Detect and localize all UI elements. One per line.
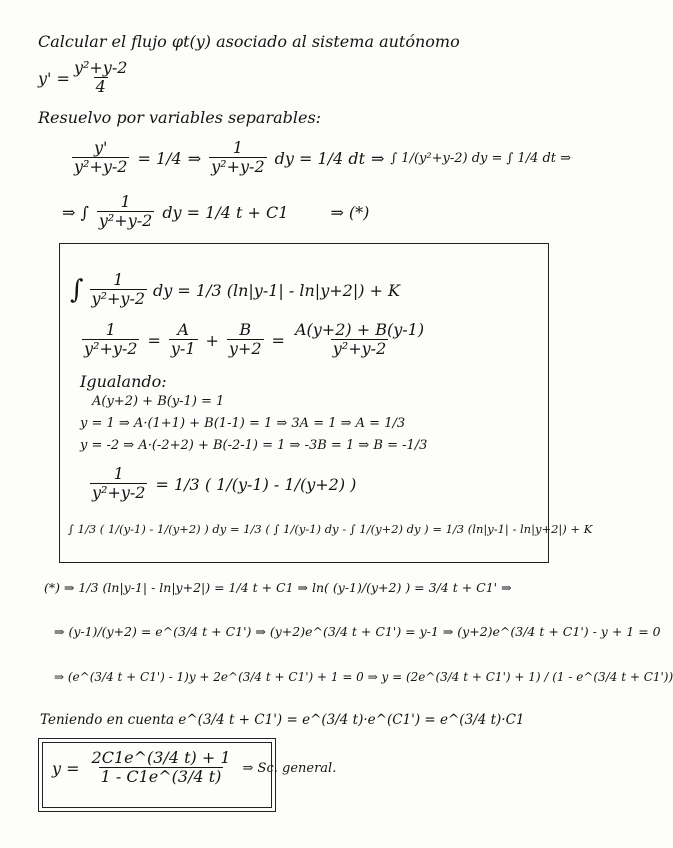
box-line1-num: 1 <box>113 270 124 289</box>
step2-line <box>62 194 369 230</box>
answer-den: 1 - C1e^(3/4 t) <box>100 766 222 786</box>
pf-a-num: A <box>177 320 189 339</box>
step2-left: ⇒ ∫ <box>62 202 89 222</box>
pf-rhs-den: y²+y-2 <box>332 338 387 358</box>
partial-fractions-line <box>80 322 428 358</box>
step1-c: ∫ 1/(y²+y-2) dy = ∫ 1/4 dt ⇒ <box>390 150 572 166</box>
dec-lhs-num: 1 <box>113 464 124 483</box>
step1-b-num: 1 <box>232 138 243 157</box>
result-line-1: (*) ⇒ 1/3 (ln|y-1| - ln|y+2|) = 1/4 t + C1 ⇒ ln( (y-1)/(y+2) ) = 3/4 t + C1' ⇒ <box>44 580 512 595</box>
implies-icon: ⇒ <box>371 148 385 168</box>
step1-b-rhs: dy = 1/4 dt <box>274 148 365 168</box>
ode-den: 4 <box>95 76 106 96</box>
step2-num: 1 <box>120 192 131 211</box>
step1-b-den: y²+y-2 <box>211 156 265 176</box>
step1-a-den: y²+y-2 <box>74 156 128 176</box>
step2-den: y²+y-2 <box>98 210 153 230</box>
answer-lhs: y = <box>52 758 80 778</box>
box-line1 <box>70 272 400 308</box>
problem-statement: Calcular el flujo φt(y) asociado al sistema autónomo <box>38 32 460 51</box>
pf-a-den: y-1 <box>170 338 196 358</box>
dec-lhs-den: y²+y-2 <box>92 482 146 502</box>
pf-rhs-num: A(y+2) + B(y-1) <box>294 320 425 339</box>
pf-b-den: y+2 <box>228 338 262 358</box>
step2-fraction <box>97 194 154 230</box>
igualando-label: Igualando: <box>80 372 167 391</box>
decomposition-line <box>88 466 356 502</box>
box-line1-fraction <box>90 272 147 308</box>
box-final-line: ∫ 1/3 ( 1/(y-1) - 1/(y+2) ) dy = 1/3 ( ∫ 1/(y-1) dy - ∫ 1/(y+2) dy ) = 1/3 (ln|y-1| - ln|y+2|) + K <box>68 522 593 536</box>
equals-sign: = <box>271 330 285 350</box>
box-line1-den: y²+y-2 <box>91 288 146 308</box>
step2-right: dy = 1/4 t + C1 <box>162 202 289 222</box>
answer-num: 2C1e^(3/4 t) + 1 <box>91 748 231 767</box>
equation-0: A(y+2) + B(y-1) = 1 <box>92 394 225 409</box>
box-line1-rhs: dy = 1/3 (ln|y-1| - ln|y+2|) + K <box>153 280 400 300</box>
pf-lhs-num: 1 <box>105 320 116 339</box>
answer-line <box>52 750 336 786</box>
equation-2: y = -2 ⇒ A·(-2+2) + B(-2-1) = 1 ⇒ -3B = 1 ⇒ B = -1/3 <box>80 438 428 453</box>
pf-rhs <box>293 322 426 358</box>
dec-rhs: = 1/3 ( 1/(y-1) - 1/(y+2) ) <box>155 474 357 494</box>
equation-1: y = 1 ⇒ A·(1+1) + B(1-1) = 1 ⇒ 3A = 1 ⇒ A = 1/3 <box>80 416 406 431</box>
ode-lhs: y' = <box>38 68 70 88</box>
step1-fraction-b <box>209 140 266 176</box>
pf-lhs <box>82 322 139 358</box>
result-line-3: ⇒ (e^(3/4 t + C1') - 1)y + 2e^(3/4 t + C1') + 1 = 0 ⇒ y = (2e^(3/4 t + C1') + 1) / (1 - e^(3/4 t + C1')) <box>54 670 673 684</box>
answer-label: ⇒ Sc. general. <box>242 760 337 776</box>
pf-b-num: B <box>239 320 252 339</box>
dec-lhs <box>90 466 147 502</box>
plus-sign: + <box>205 330 219 350</box>
ode-num: y²+y-2 <box>73 58 128 77</box>
pf-b <box>227 322 264 358</box>
result-line-4: Teniendo en cuenta e^(3/4 t + C1') = e^(3/4 t)·e^(C1') = e^(3/4 t)·C1 <box>40 712 525 728</box>
method-line: Resuelvo por variables separables: <box>38 108 322 127</box>
result-line-2: ⇒ (y-1)/(y+2) = e^(3/4 t + C1') ⇒ (y+2)e^(3/4 t + C1') = y-1 ⇒ (y+2)e^(3/4 t + C1') - y + 1 = 0 <box>54 624 661 639</box>
step2-ref: ⇒ (*) <box>330 202 370 222</box>
integral-icon: ∫ <box>70 275 84 306</box>
equals-sign: = <box>147 330 161 350</box>
pf-lhs-den: y²+y-2 <box>84 338 138 358</box>
pf-a <box>169 322 198 358</box>
ode-fraction <box>72 60 129 96</box>
step1-line <box>70 140 571 176</box>
step1-a-rhs: = 1/4 <box>137 148 182 168</box>
step1-fraction-a <box>72 140 129 176</box>
ode-line <box>38 60 131 96</box>
answer-fraction <box>90 750 233 786</box>
step1-a-num: y' <box>94 138 108 157</box>
implies-icon: ⇒ <box>187 148 202 168</box>
